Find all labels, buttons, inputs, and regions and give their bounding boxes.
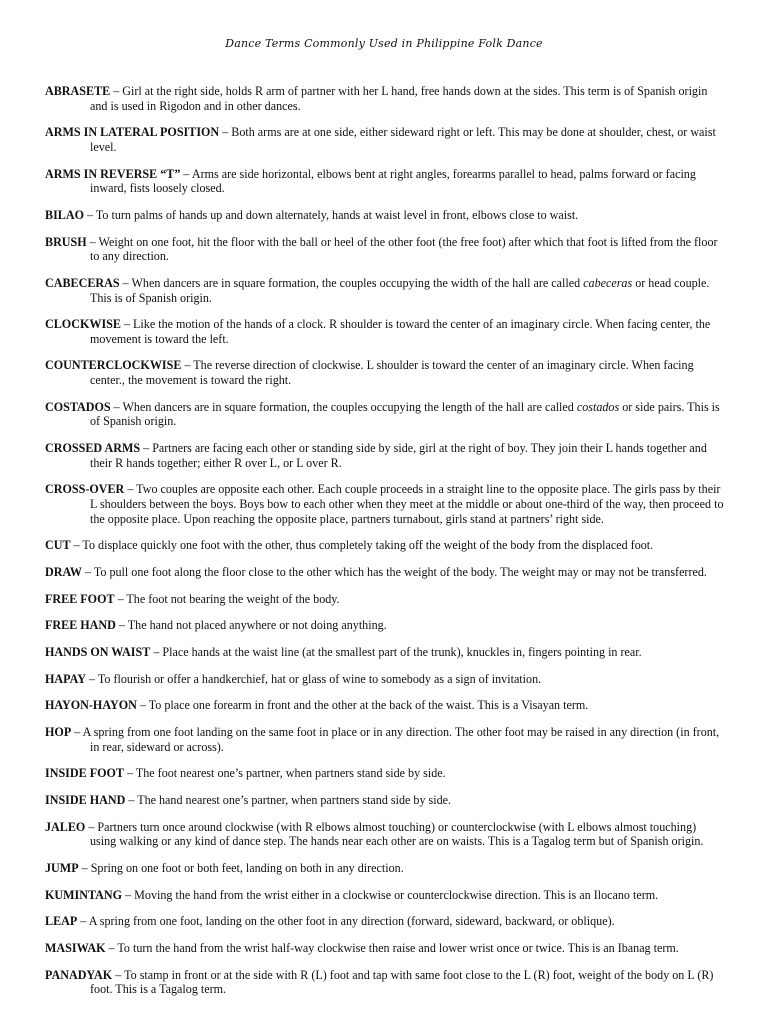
term-entry-cut [45, 538, 725, 553]
term-definition: – Spring on one foot or both feet, landing on both in any direction. [78, 860, 404, 875]
term-name: HANDS ON WAIST [45, 644, 151, 659]
term-entry-inside-hand [45, 793, 725, 808]
term-name: CABECERAS [45, 275, 120, 290]
term-entry-abrasete [45, 84, 725, 113]
term-name: JUMP [45, 860, 79, 875]
term-entry-arms-in-lateral-position [45, 125, 725, 154]
term-entry-masiwak [45, 941, 725, 956]
term-definition: – To turn the hand from the wrist half-way clockwise then raise and lower wrist once or twice. This is an Ibanag term. [105, 941, 679, 955]
term-name: CROSS-OVER [45, 482, 125, 497]
term-entry-hop [45, 725, 725, 754]
term-definition: – To pull one foot along the floor close to the other which has the weight of the body. The weight may or may not be transferred. [81, 564, 707, 579]
term-name: CLOCKWISE [45, 317, 121, 332]
terms-list [45, 72, 725, 1004]
term-definition: – Both arms are at one side, either sideward right or left. This may be done at shoulder, chest, or waist level. [90, 125, 716, 154]
term-entry-bilao [45, 208, 725, 223]
term-entry-hapay [45, 672, 725, 687]
term-definition: – Arms are side horizontal, elbows bent at right angles, forearms parallel to head, palms forward or facing inward, fists loosely closed. [90, 166, 696, 196]
term-italic-word: cabeceras [583, 275, 633, 290]
term-definition: – Moving the hand from the wrist either in a clockwise or counterclockwise direction. This is an Ilocano term. [122, 887, 659, 902]
term-definition: – A spring from one foot, landing on the other foot in any direction (forward, sideward, backward, or oblique). [77, 914, 615, 929]
term-name: DRAW [45, 564, 82, 579]
term-name: CROSSED ARMS [45, 441, 141, 456]
term-entry-costados [45, 400, 725, 429]
term-definition: – Weight on one foot, hit the floor with the ball or heel of the other foot (the free foot) after which that foot is lifted from the floor to any direction. [86, 234, 718, 264]
term-entry-crossed-arms [45, 441, 725, 470]
term-definition: – Girl at the right side, holds R arm of partner with her L hand, free hands down at the sides. This term is of Spanish origin and is used in Rigodon and in other dances. [90, 84, 708, 113]
term-entry-free-foot [45, 592, 725, 607]
term-name: ARMS IN REVERSE “T” [45, 166, 181, 181]
term-name: COUNTERCLOCKWISE [45, 358, 182, 373]
term-name: MASIWAK [45, 941, 106, 955]
term-entry-hands-on-waist [45, 645, 725, 660]
term-entry-cross-over [45, 482, 725, 526]
term-name: BRUSH [45, 234, 87, 249]
term-entry-brush [45, 235, 725, 264]
term-name: INSIDE HAND [45, 792, 126, 807]
term-name: INSIDE FOOT [45, 766, 124, 781]
term-entry-counterclockwise [45, 358, 725, 387]
term-definition: – To flourish or offer a handkerchief, hat or glass of wine to somebody as a sign of invitation. [86, 671, 542, 686]
term-entry-draw [45, 565, 725, 580]
term-entry-jump [45, 861, 725, 876]
term-entry-leap [45, 914, 725, 929]
term-entry-cabeceras [45, 276, 725, 305]
term-definition: – The foot not bearing the weight of the body. [114, 591, 340, 606]
term-name: KUMINTANG [45, 887, 123, 902]
term-entry-kumintang [45, 888, 725, 903]
term-definition: – When dancers are in square formation, the couples occupying the length of the hall are called costados or side pairs. This is of Spanish origin. [90, 399, 720, 429]
term-entry-free-hand [45, 618, 725, 633]
term-definition: – Two couples are opposite each other. Each couple proceeds in a straight line to the opposite place. The girls pass by their L shoulders between the boys. Boys bow to each other when they meet at the middle or about one-third of the way, then proceed to the opposite place. Upon reaching the opposite place, partners turnabout, girls stand at partners’ right side. [90, 482, 724, 526]
term-name: HOP [45, 725, 72, 739]
term-definition: – Partners are facing each other or standing side by side, girl at the right of boy. They join their L hands together and their R hands together; either R over L, or L over R. [90, 441, 707, 470]
term-name: HAPAY [45, 671, 86, 686]
term-entry-jaleo [45, 820, 725, 849]
term-definition: – The foot nearest one’s partner, when partners stand side by side. [123, 766, 446, 781]
term-italic-word: costados [576, 399, 620, 414]
term-entry-panadyak [45, 968, 725, 997]
term-name: ABRASETE [45, 84, 111, 99]
term-definition: – The reverse direction of clockwise. L shoulder is toward the center of an imaginary circle. When facing center., the movement is toward the right. [90, 358, 694, 388]
term-name: JALEO [45, 819, 86, 834]
term-entry-hayon-hayon [45, 698, 725, 713]
term-entry-arms-in-reverse-t [45, 167, 725, 196]
term-definition: – Like the motion of the hands of a clock. R shoulder is toward the center of an imaginary circle. When facing center, the movement is toward the left. [90, 317, 711, 346]
term-definition: – A spring from one foot landing on the same foot in place or in any direction. The other foot may be raised in any direction (in front, in rear, sideward or across). [71, 725, 720, 754]
term-name: ARMS IN LATERAL POSITION [45, 125, 220, 140]
term-name: COSTADOS [45, 399, 111, 414]
term-name: FREE HAND [45, 618, 116, 633]
term-entry-inside-foot [45, 766, 725, 781]
term-name: CUT [45, 538, 71, 553]
term-definition: – To stamp in front or at the side with R (L) foot and tap with same foot close to the L (R) foot, weight of the body on L (R) foot. This is a Tagalog term. [90, 967, 714, 997]
term-name: HAYON-HAYON [45, 698, 137, 713]
term-definition: – The hand not placed anywhere or not doing anything. [115, 618, 387, 633]
term-name: PANADYAK [45, 967, 113, 982]
term-definition: – To place one forearm in front and the other at the back of the waist. This is a Visayan term. [136, 698, 589, 713]
term-definition: – When dancers are in square formation, the couples occupying the width of the hall are called cabeceras or head couple. This is of Spanish origin. [90, 275, 710, 305]
term-name: LEAP [45, 914, 78, 929]
term-definition: – The hand nearest one’s partner, when partners stand side by side. [125, 792, 452, 807]
term-name: BILAO [45, 207, 84, 222]
term-entry-clockwise [45, 317, 725, 346]
term-definition: – To displace quickly one foot with the other, thus completely taking off the weight of the body from the displaced foot. [70, 538, 654, 553]
term-definition: – Partners turn once around clockwise (with R elbows almost touching) or counterclockwise (with L elbows almost touching) using walking or any kind of dance step. The hands near each other are on waists. This is a Tagalog term but of Spanish origin. [85, 819, 704, 849]
term-name: FREE FOOT [45, 591, 115, 606]
term-definition: – Place hands at the waist line (at the smallest part of the trunk), knuckles in, fingers pointing in rear. [150, 644, 642, 659]
document-title: Dance Terms Commonly Used in Philippine Folk Dance [225, 37, 543, 50]
term-definition: – To turn palms of hands up and down alternately, hands at waist level in front, elbows close to waist. [83, 207, 579, 222]
